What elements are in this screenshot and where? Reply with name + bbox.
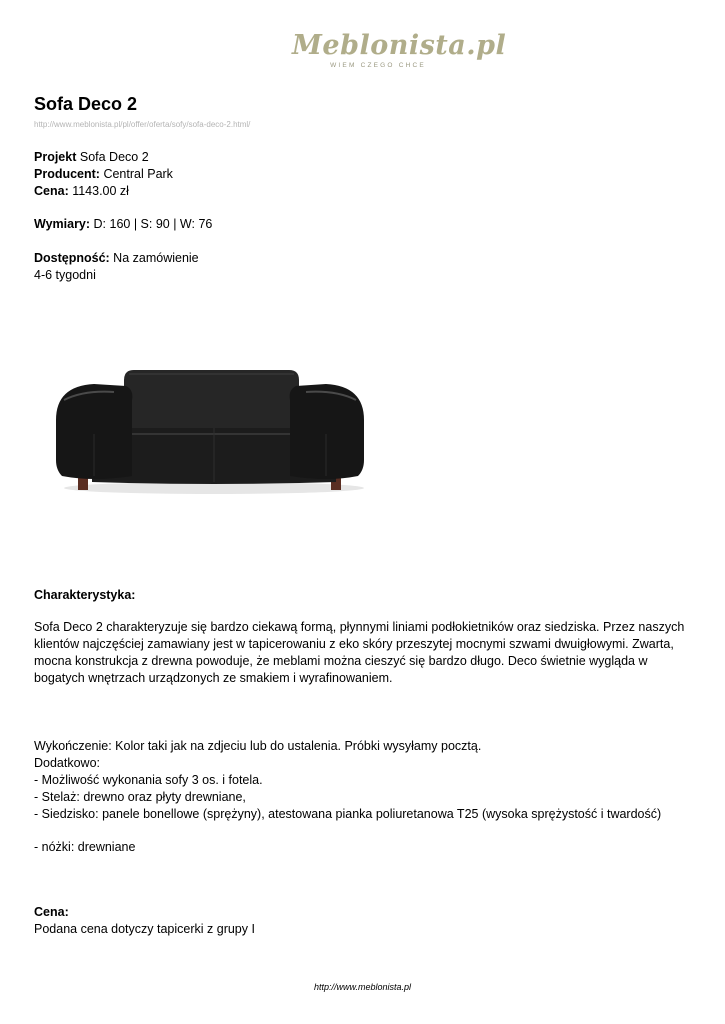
extras-item: - Stelaż: drewno oraz płyty drewniane, bbox=[34, 790, 246, 804]
logo-wordmark: Meblonista.pl bbox=[292, 30, 507, 61]
extras-item: - Siedzisko: panele bonellowe (sprężyny), atestowana pianka poliuretanowa T25 (wysoka sprężystość i twardość) bbox=[34, 807, 662, 821]
logo-tagline: WIEM CZEGO CHCE bbox=[330, 62, 426, 69]
wymiary-label: Wymiary: bbox=[34, 217, 91, 231]
dostepnosc-value: Na zamówienie bbox=[109, 251, 199, 265]
detail-producent bbox=[34, 166, 173, 183]
characteristics-heading bbox=[34, 587, 694, 604]
finish-text: Wykończenie: Kolor taki jak na zdjeciu lub do ustalenia. Próbki wysyłamy pocztą. bbox=[34, 739, 482, 753]
price-note-text: Podana cena dotyczy tapicerki z grupy I bbox=[34, 922, 255, 936]
page-title: Sofa Deco 2 bbox=[34, 94, 138, 114]
cena-label: Cena: bbox=[34, 184, 69, 198]
dostepnosc-label: Dostępność: bbox=[34, 251, 110, 265]
extras-item: - nóżki: drewniane bbox=[34, 840, 136, 854]
detail-cena bbox=[34, 183, 129, 200]
detail-projekt bbox=[34, 149, 149, 166]
additional-label: Dodatkowo: bbox=[34, 756, 101, 770]
wymiary-value: D: 160 | S: 90 | W: 76 bbox=[90, 217, 213, 231]
characteristics-description: Sofa Deco 2 charakteryzuje się bardzo ciekawą formą, płynnymi liniami podłokietników oraz siedziska. Przez naszych klientów najczęściej zamawiany jest w tapicerowaniu z eko skóry przeszytej mocnymi szwami dwuigłowymi. Zwarta, mocna konstrukcja z drewna powoduje, że meblami można cieszyć się bardzo długo. Deco świetnie wygląda w bogatych wnętrzach urządzonych ze smakiem i wyrafinowaniem. bbox=[34, 620, 685, 685]
price-note-heading bbox=[34, 904, 694, 921]
cena-value: 1143.00 zł bbox=[68, 184, 129, 198]
site-logo[interactable] bbox=[292, 30, 507, 80]
sofa-image bbox=[34, 300, 384, 562]
footer-url[interactable]: http://www.meblonista.pl bbox=[313, 982, 412, 992]
price-note-heading-text: Cena: bbox=[34, 905, 69, 919]
dostepnosc-time: 4-6 tygodni bbox=[34, 268, 96, 282]
projekt-value: Sofa Deco 2 bbox=[76, 150, 149, 164]
extras-item: - Możliwość wykonania sofy 3 os. i fotela. bbox=[34, 773, 263, 787]
detail-wymiary bbox=[34, 216, 212, 233]
characteristics-heading-text: Charakterystyka: bbox=[34, 588, 136, 602]
producent-label: Producent: bbox=[34, 167, 100, 181]
source-url[interactable]: http://www.meblonista.pl/pl/offer/oferta/sofy/sofa-deco-2.html/ bbox=[34, 120, 251, 129]
producent-value: Central Park bbox=[99, 167, 173, 181]
projekt-label: Projekt bbox=[34, 150, 77, 164]
detail-dostepnosc bbox=[34, 250, 199, 267]
